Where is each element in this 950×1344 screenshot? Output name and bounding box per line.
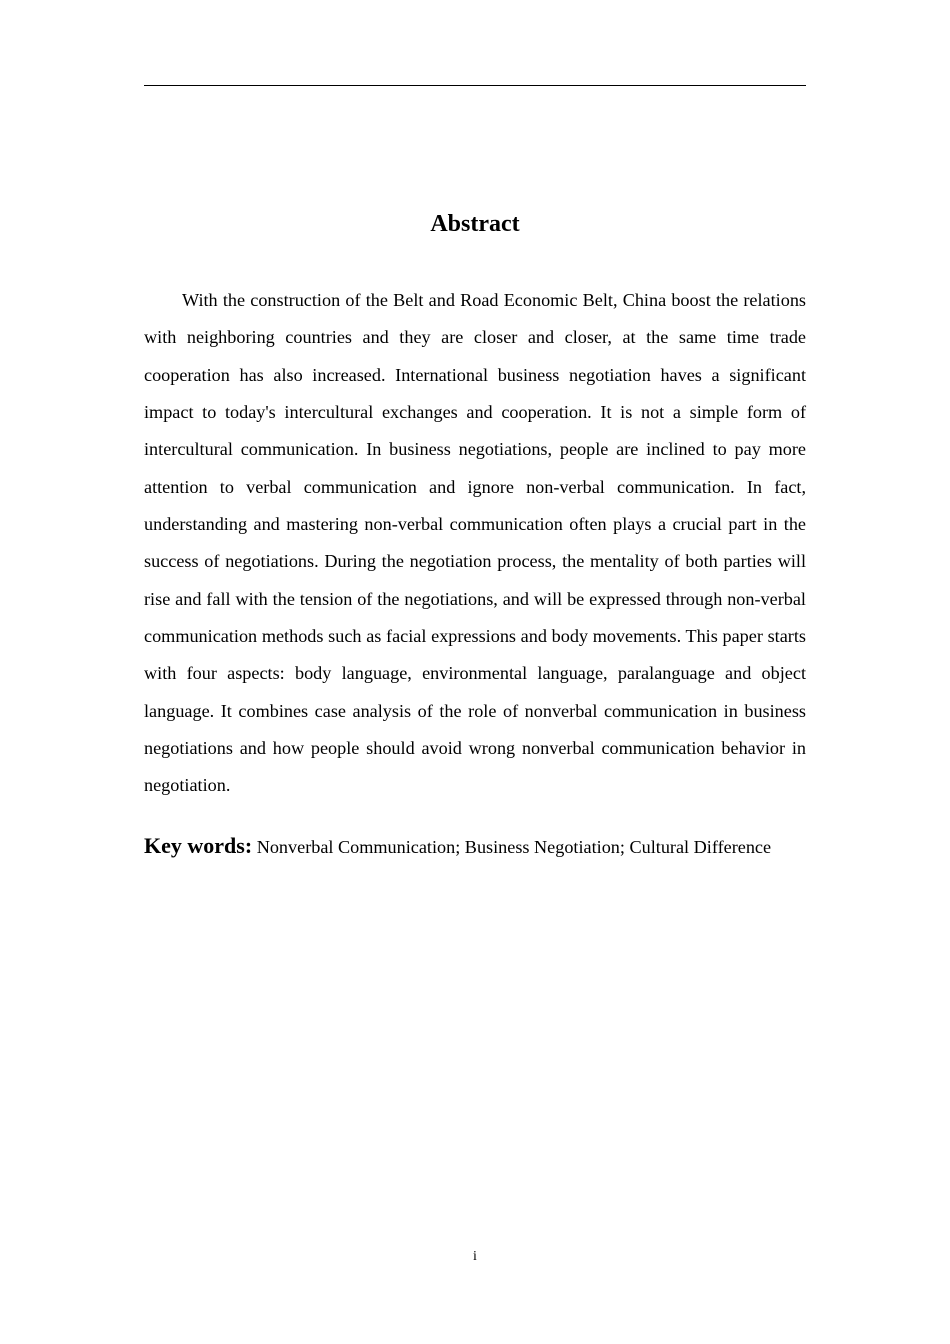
keywords-value: Nonverbal Communication; Business Negotiation; Cultural Difference: [256, 837, 772, 857]
abstract-title: Abstract: [430, 211, 520, 237]
keywords-line: [144, 830, 844, 863]
keywords-label: Key words:: [144, 833, 253, 858]
header-rule: [144, 85, 806, 86]
abstract-body: With the construction of the Belt and Road Economic Belt, China boost the relations with neighboring countries and they are closer and closer, at the same time trade cooperation has also increased. International business negotiation haves a significant impact to today's intercultural exchanges and cooperation. It is not a simple form of intercultural communication. In business negotiations, people are inclined to pay more attention to verbal communication and ignore non-verbal communication. In fact, understanding and mastering non-verbal communication often plays a crucial part in the success of negotiations. During the negotiation process, the mentality of both parties will rise and fall with the tension of the negotiations, and will be expressed through non-verbal communication methods such as facial expressions and body movements. This paper starts with four aspects: body language, environmental language, paralanguage and object language. It combines case analysis of the role of nonverbal communication in business negotiations and how people should avoid wrong nonverbal communication behavior in negotiation.: [144, 290, 806, 796]
page-number: i: [473, 1249, 477, 1264]
